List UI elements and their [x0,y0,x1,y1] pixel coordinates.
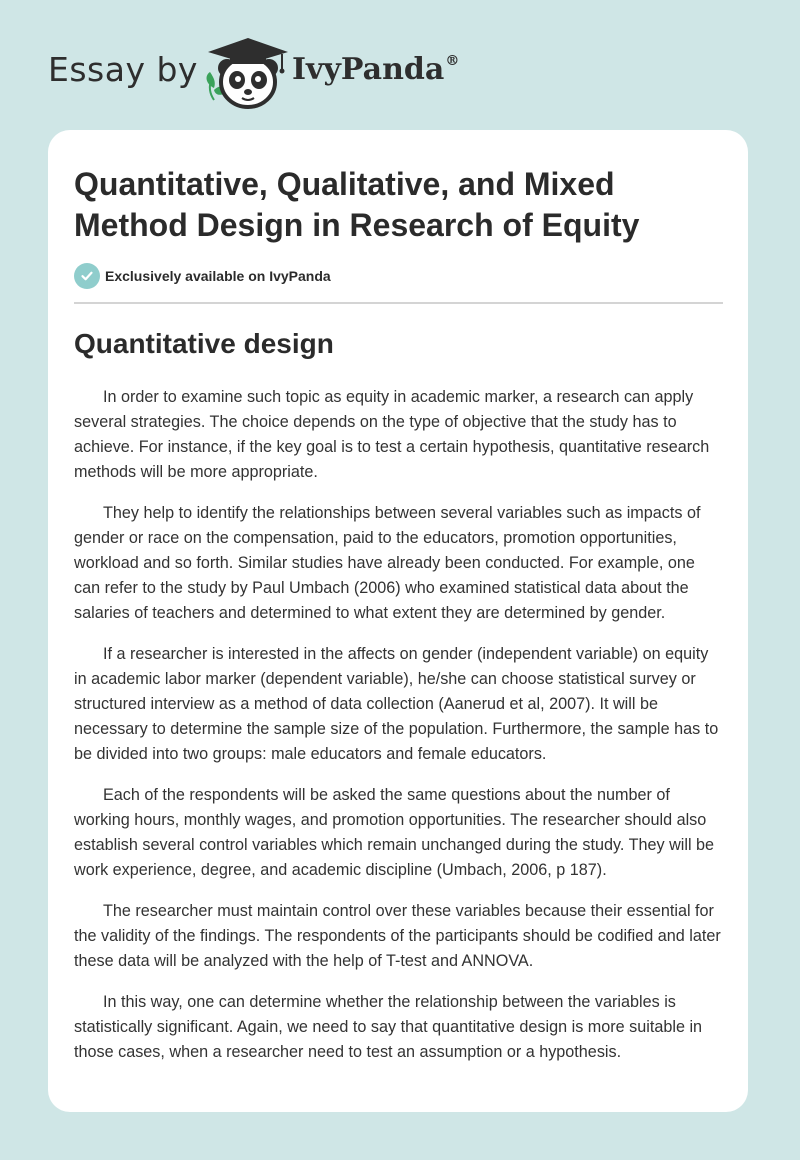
registered-mark: ® [445,53,460,69]
divider [74,302,723,304]
panda-graduate-logo-icon[interactable] [200,34,295,112]
paragraph: If a researcher is interested in the affects on gender (independent variable) on equity in academic labor marker (dependent variable), he/she can choose statistical survey or structured interview as a method of data collection (Aanerud et al, 2007). It will be necessary to determine the sample size of the population. Furthermore, the sample has to be divided into two groups: male educators and female educators. [74,645,719,763]
site-header [0,0,800,130]
paragraph: In order to examine such topic as equity in academic marker, a research can apply several strategies. The choice depends on the type of objective that the study has to achieve. For instance, if the key goal is to test a certain hypothesis, quantitative research methods will be more appropriate. [74,388,710,481]
paragraph: They help to identify the relationships between several variables such as impacts of gender or race on the compensation, paid to the educators, promotion opportunities, workload and so forth. Similar studies have already been conducted. For example, one can refer to the study by Paul Umbach (2006) who examined statistical data about the salaries of teachers and determined to what extent they are determined by gender. [74,504,701,622]
page-title: Quantitative, Qualitative, and Mixed Method Design in Research of Equity [74,166,640,243]
article-body [74,385,724,1081]
section-heading: Quantitative design [74,328,334,359]
article-card [48,130,748,1112]
exclusive-badge [74,263,331,289]
paragraph: In this way, one can determine whether the relationship between the variables is statistically significant. Again, we need to say that quantitative design is more suitable in those cases, when a researcher need to test an assumption or a hypothesis. [74,993,703,1061]
paragraph: Each of the respondents will be asked the same questions about the number of working hours, monthly wages, and promotion opportunities. The researcher should also establish several control variables which remain unchanged during the study. They will be work experience, degree, and academic discipline (Umbach, 2006, p 187). [74,786,715,879]
brand-text: IvyPanda [292,52,445,87]
brand-name[interactable] [292,52,459,87]
paragraph: The researcher must maintain control over these variables because their essential for the validity of the findings. The respondents of the participants should be codified and later these data will be analyzed with the help of T-test and ANNOVA. [74,902,721,970]
check-circle-icon [74,263,100,289]
exclusive-badge-text: Exclusively available on IvyPanda [105,268,331,284]
essay-by-label: Essay by [48,50,198,89]
